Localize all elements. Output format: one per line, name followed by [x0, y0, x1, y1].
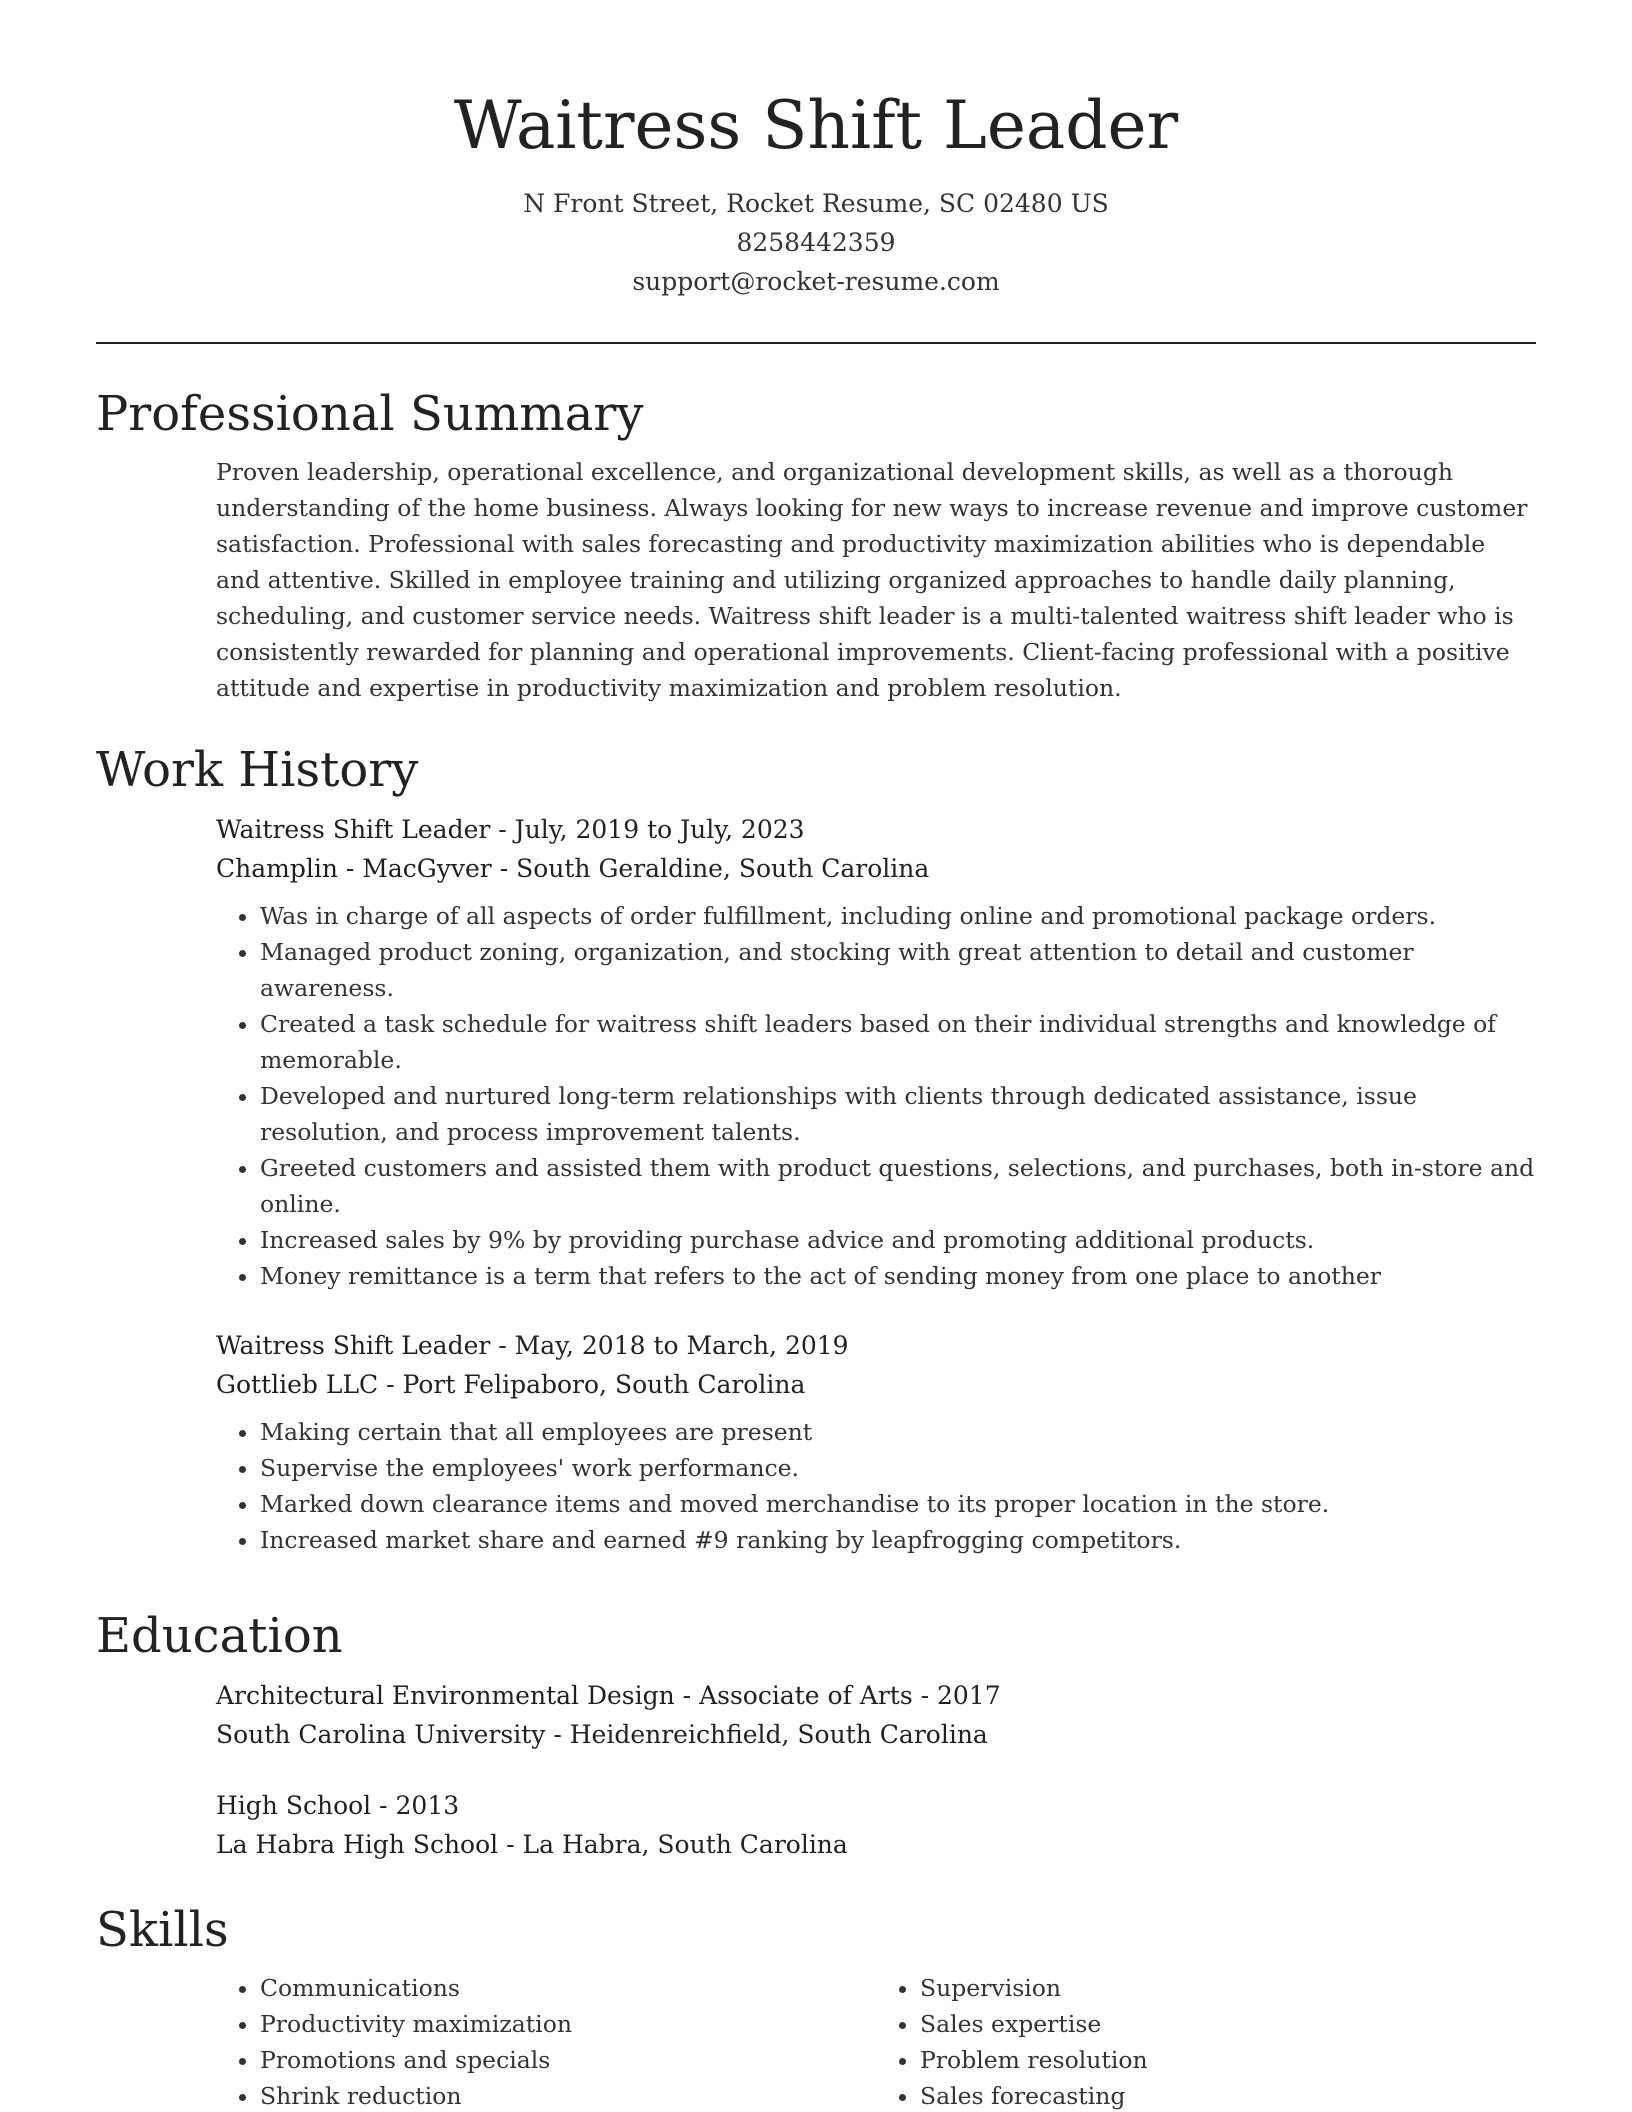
- address: N Front Street, Rocket Resume, SC 02480 US: [523, 189, 1109, 218]
- section-summary: [96, 382, 1536, 706]
- job-entry: [216, 1326, 1536, 1558]
- header-divider: [96, 342, 1536, 344]
- school: South Carolina University: [216, 1720, 546, 1749]
- skill-item: • Shrink reduction: [260, 2078, 876, 2112]
- skill-item: • Problem resolution: [920, 2042, 1536, 2078]
- education-entry: [216, 1676, 1536, 1754]
- email: support@rocket-resume.com: [632, 267, 1000, 296]
- school-location: - Heidenreichfield, South Carolina: [545, 1720, 988, 1749]
- section-work-history: [96, 738, 1536, 1558]
- degree-line: [216, 1786, 1536, 1825]
- section-title-skills: Skills: [96, 1902, 229, 1958]
- job-title-line: [216, 810, 1536, 849]
- candidate-name: Waitress Shift Leader: [453, 87, 1179, 164]
- skill-item: • Sales forecasting: [920, 2078, 1536, 2112]
- degree-year: - 2017: [912, 1681, 1001, 1710]
- job-role: Waitress Shift Leader: [216, 815, 491, 844]
- skill-item: • Communications: [260, 1970, 876, 2006]
- job-company: Gottlieb LLC: [216, 1370, 379, 1399]
- job-title-line: [216, 1326, 1536, 1365]
- skill-item: • Sales expertise: [920, 2006, 1536, 2042]
- school-location: - La Habra, South Carolina: [498, 1830, 848, 1859]
- phone: 8258442359: [736, 228, 896, 257]
- list-item: • Money remittance is a term that refers to the act of sending money from one place to another: [260, 1258, 1536, 1294]
- education-entry: [216, 1786, 1536, 1864]
- section-skills: [96, 1898, 1536, 2112]
- job-bullets: [216, 1414, 1536, 1558]
- degree-year: - 2013: [371, 1791, 460, 1820]
- section-title-work-history: Work History: [96, 742, 419, 798]
- degree: Architectural Environmental Design - Associate of Arts: [216, 1681, 913, 1710]
- school-line: [216, 1825, 1536, 1864]
- list-item: • Managed product zoning, organization, and stocking with great attention to detail and customer awareness.: [260, 934, 1536, 1006]
- section-education: [96, 1604, 1536, 1864]
- list-item: • Marked down clearance items and moved merchandise to its proper location in the store.: [260, 1486, 1536, 1522]
- skills-columns: [216, 1970, 1536, 2112]
- school-line: [216, 1715, 1536, 1754]
- summary-text: Proven leadership, operational excellence, and organizational development skills, as well as a thorough understanding of the home business. Always looking for new ways to increase revenue and improve customer satisfaction. Professional with sales forecasting and productivity maximization abilities who is dependable and attentive. Skilled in employee training and utilizing organized approaches to handle daily planning, scheduling, and customer service needs. Waitress shift leader is a multi-talented waitress shift leader who is consistently rewarded for planning and operational improvements. Client-facing professional with a positive attitude and expertise in productivity maximization and problem resolution.: [216, 458, 1528, 702]
- job-entry: [216, 810, 1536, 1294]
- job-role: Waitress Shift Leader: [216, 1331, 491, 1360]
- resume-header: [96, 80, 1536, 301]
- job-company-line: [216, 1365, 1536, 1404]
- list-item: • Created a task schedule for waitress shift leaders based on their individual strengths and knowledge of memorable.: [260, 1006, 1536, 1078]
- list-item: • Making certain that all employees are present: [260, 1414, 1536, 1450]
- list-item: • Supervise the employees' work performance.: [260, 1450, 1536, 1486]
- section-title-summary: Professional Summary: [96, 386, 644, 442]
- skills-list-left: [216, 1970, 876, 2112]
- list-item: • Increased sales by 9% by providing purchase advice and promoting additional products.: [260, 1222, 1536, 1258]
- job-company: Champlin - MacGyver: [216, 854, 492, 883]
- job-location: - South Geraldine, South Carolina: [491, 854, 930, 883]
- job-company-line: [216, 849, 1536, 888]
- list-item: • Increased market share and earned #9 ranking by leapfrogging competitors.: [260, 1522, 1536, 1558]
- skills-list-right: [876, 1970, 1536, 2112]
- school: La Habra High School: [216, 1830, 499, 1859]
- skill-item: • Supervision: [920, 1970, 1536, 2006]
- degree: High School: [216, 1791, 372, 1820]
- degree-line: [216, 1676, 1536, 1715]
- section-title-education: Education: [96, 1608, 343, 1664]
- skill-item: • Productivity maximization: [260, 2006, 876, 2042]
- list-item: • Greeted customers and assisted them with product questions, selections, and purchases, both in-store and online.: [260, 1150, 1536, 1222]
- job-dates: - May, 2018 to March, 2019: [490, 1331, 849, 1360]
- job-bullets: [216, 898, 1536, 1294]
- list-item: • Was in charge of all aspects of order fulfillment, including online and promotional package orders.: [260, 898, 1536, 934]
- job-location: - Port Felipaboro, South Carolina: [378, 1370, 806, 1399]
- skill-item: • Promotions and specials: [260, 2042, 876, 2078]
- list-item: • Developed and nurtured long-term relationships with clients through dedicated assistance, issue resolution, and process improvement talents.: [260, 1078, 1536, 1150]
- job-dates: - July, 2019 to July, 2023: [490, 815, 805, 844]
